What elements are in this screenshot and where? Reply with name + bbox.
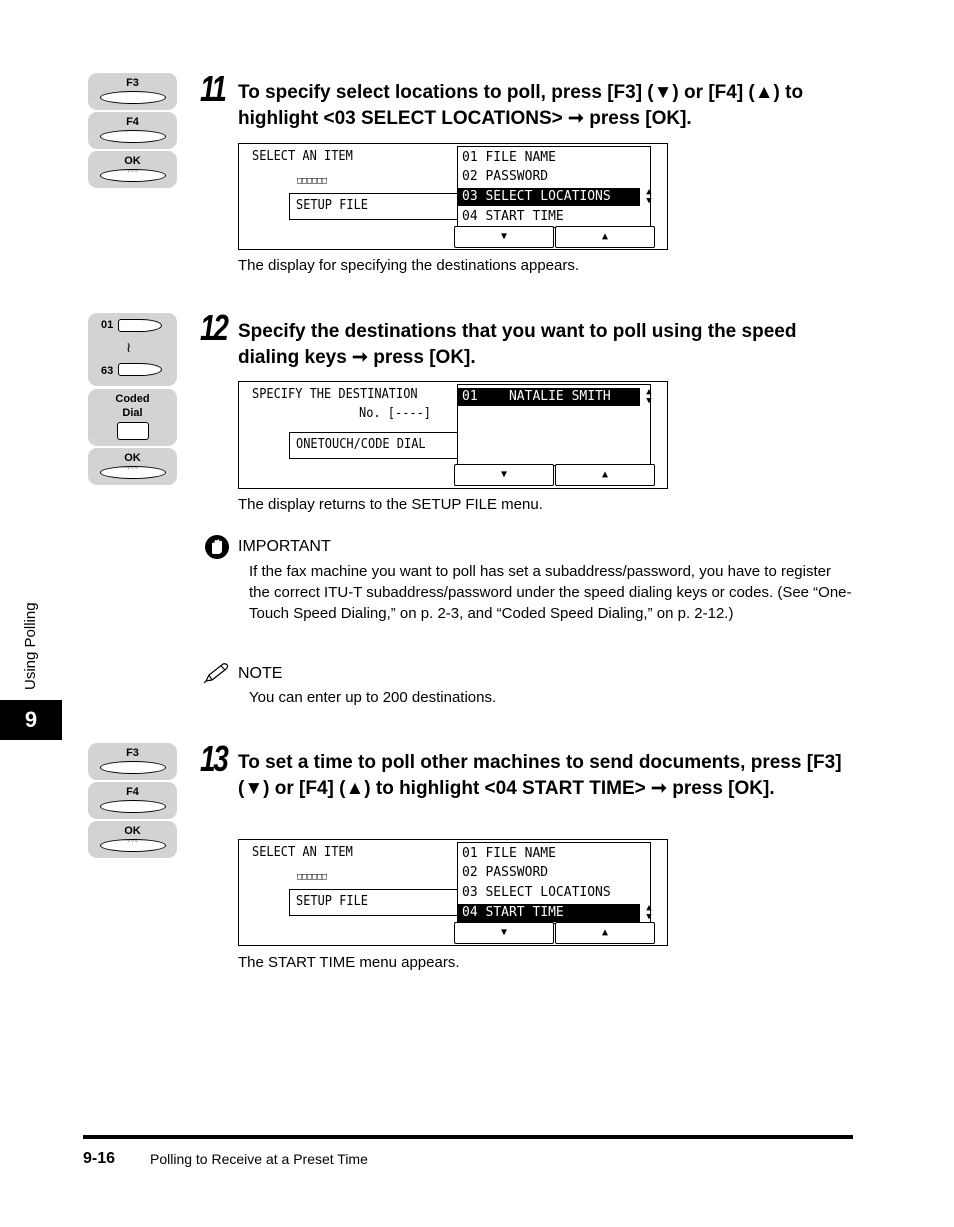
step-number: 12 xyxy=(200,307,227,348)
ok-key-label: OK xyxy=(124,452,141,464)
lcd-title: SELECT AN ITEM xyxy=(252,149,353,164)
f4-key-button-shape xyxy=(100,800,166,813)
f3-key xyxy=(88,73,177,110)
f4-key xyxy=(88,782,177,819)
f4-key-label: F4 xyxy=(126,786,139,798)
lcd-destination-list xyxy=(457,384,651,466)
ok-key-dots: ◦◦◦ xyxy=(127,463,139,472)
lcd-softkey-down xyxy=(454,922,554,944)
coded-dial-key xyxy=(88,389,177,446)
lcd-softkey-up xyxy=(555,464,655,486)
ok-key-dots: ◦◦◦ xyxy=(127,836,139,845)
lcd-input-dots: □□□□□□ xyxy=(297,872,327,882)
ok-key-button-shape xyxy=(100,166,166,182)
step-number: 13 xyxy=(200,738,227,779)
lcd-menu-item: 02 PASSWORD xyxy=(462,865,549,880)
lcd-field-label: ONETOUCH/CODE DIAL xyxy=(296,437,426,452)
f3-key-button-shape xyxy=(100,91,166,104)
page-number: 9-16 xyxy=(83,1150,116,1167)
lcd-menu-item: 01 FILE NAME xyxy=(462,846,556,861)
scroll-arrows-icon: ▲ ▼ xyxy=(646,187,652,206)
f3-key xyxy=(88,743,177,780)
step-result-text: The display returns to the SETUP FILE menu. xyxy=(238,496,543,513)
f4-key xyxy=(88,112,177,149)
stop-hand-icon xyxy=(204,534,230,560)
lcd-selected-field xyxy=(289,889,458,916)
lcd-destination-label: 01 NATALIE SMITH xyxy=(462,389,611,404)
lcd-softkey-up xyxy=(555,226,655,248)
one-touch-keys xyxy=(88,313,177,386)
pencil-note-icon xyxy=(203,662,231,684)
ok-key-button-shape xyxy=(100,836,166,852)
lcd-title: SELECT AN ITEM xyxy=(252,845,353,860)
coded-dial-label: Coded Dial xyxy=(115,393,150,419)
ok-key-button-shape xyxy=(100,463,166,479)
lcd-selected-field xyxy=(289,432,458,459)
up-arrow-icon: ▲ xyxy=(601,231,609,242)
f3-key-button-shape xyxy=(100,761,166,774)
one-touch-key-63-label: 63 xyxy=(101,365,114,377)
lcd-menu-item: 03 SELECT LOCATIONS xyxy=(462,885,611,900)
lcd-field-label: SETUP FILE xyxy=(296,894,369,909)
lcd-softkey-down xyxy=(454,464,554,486)
chapter-side-label: Using Polling xyxy=(22,602,39,690)
lcd-menu-item: 01 FILE NAME xyxy=(462,150,556,165)
lcd-menu-item: 04 START TIME xyxy=(462,209,564,224)
f3-key-label: F3 xyxy=(126,77,139,89)
lcd-destination-selected xyxy=(458,387,652,406)
ok-key xyxy=(88,821,177,858)
lcd-display xyxy=(238,381,668,489)
one-touch-key-shape xyxy=(118,363,162,376)
f3-key-label: F3 xyxy=(126,747,139,759)
scroll-arrows-icon: ▲ ▼ xyxy=(646,387,652,406)
note-heading: NOTE xyxy=(238,665,283,682)
lcd-softkey-down xyxy=(454,226,554,248)
step-number: 11 xyxy=(200,68,225,109)
one-touch-key-shape xyxy=(118,319,162,332)
down-arrow-icon: ▼ xyxy=(500,927,508,938)
f4-key-button-shape xyxy=(100,130,166,143)
up-arrow-icon: ▲ xyxy=(601,927,609,938)
lcd-menu-list xyxy=(457,842,651,924)
down-arrow-icon: ▼ xyxy=(500,469,508,480)
lcd-selected-field xyxy=(289,193,458,220)
chapter-tab: 9 xyxy=(0,700,62,740)
lcd-softkey-up xyxy=(555,922,655,944)
lcd-title: SPECIFY THE DESTINATION xyxy=(252,387,418,402)
lcd-menu-item-selected xyxy=(458,903,652,922)
ok-key-dots: ◦◦◦ xyxy=(127,166,139,175)
step-instruction: To set a time to poll other machines to send documents, press [F3] (▼) or [F4] (▲) to highlight <04 START TIME> ➞ press [OK]. xyxy=(238,752,842,799)
down-arrow-icon: ▼ xyxy=(500,231,508,242)
step-instruction: To specify select locations to poll, press [F3] (▼) or [F4] (▲) to highlight <03 SELECT LOCATIONS> ➞ press [OK]. xyxy=(238,82,804,129)
ok-key-label: OK xyxy=(124,825,141,837)
lcd-number-field: No. [----] xyxy=(359,406,432,421)
important-text: If the fax machine you want to poll has set a subaddress/password, you have to register the correct ITU-T subaddress/password under the speed dialing keys or codes. (See “One-Touch Speed Dialing,” on p. 2-3, and “Coded Speed Dialing,” on p. 2-12.) xyxy=(249,563,852,622)
lcd-input-dots: □□□□□□ xyxy=(297,176,327,186)
one-touch-key-01-label: 01 xyxy=(101,319,114,331)
lcd-menu-item-selected xyxy=(458,187,652,206)
lcd-display xyxy=(238,839,668,946)
lcd-menu-item-label: 04 START TIME xyxy=(462,905,564,920)
ok-key xyxy=(88,151,177,188)
note-text: You can enter up to 200 destinations. xyxy=(249,689,497,706)
up-arrow-icon: ▲ xyxy=(601,469,609,480)
f4-key-label: F4 xyxy=(126,116,139,128)
coded-dial-button-shape xyxy=(117,422,149,440)
lcd-display xyxy=(238,143,668,250)
footer-rule xyxy=(83,1135,853,1139)
important-heading: IMPORTANT xyxy=(238,538,331,555)
lcd-menu-item-label: 03 SELECT LOCATIONS xyxy=(462,189,611,204)
lcd-menu-list xyxy=(457,146,651,228)
lcd-field-label: SETUP FILE xyxy=(296,198,369,213)
lcd-menu-item: 02 PASSWORD xyxy=(462,169,549,184)
step-result-text: The START TIME menu appears. xyxy=(238,954,460,971)
scroll-arrows-icon: ▲ ▼ xyxy=(646,903,652,922)
step-instruction: Specify the destinations that you want to poll using the speed dialing keys ➞ press [OK]. xyxy=(238,321,797,368)
step-result-text: The display for specifying the destinations appears. xyxy=(238,257,580,274)
ok-key xyxy=(88,448,177,485)
ok-key-label: OK xyxy=(124,155,141,167)
range-tilde: ≀ xyxy=(126,339,132,355)
running-footer-title: Polling to Receive at a Preset Time xyxy=(150,1151,368,1167)
